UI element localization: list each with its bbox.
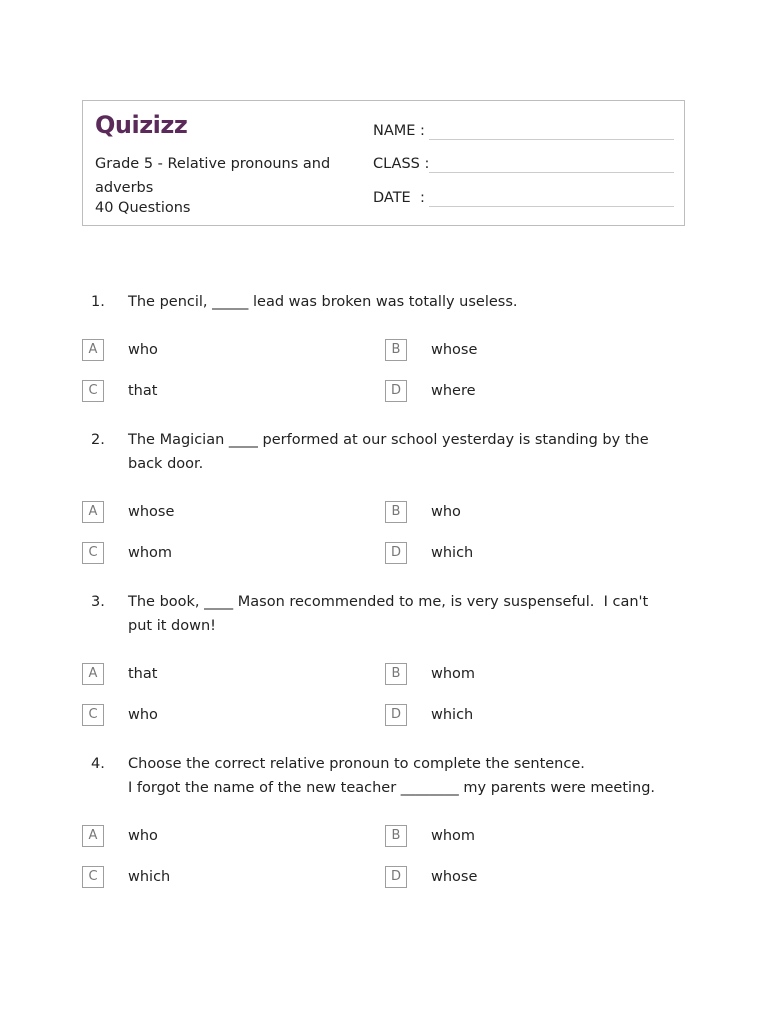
class-line[interactable] xyxy=(429,172,674,173)
option-text: whose xyxy=(431,342,478,358)
option-text: who xyxy=(128,707,158,723)
question-count: 40 Questions xyxy=(95,200,191,216)
option-letter: D xyxy=(385,542,407,564)
question-number: 1. xyxy=(91,294,105,310)
name-line[interactable] xyxy=(429,139,674,140)
option-letter: A xyxy=(82,663,104,685)
option-letter: C xyxy=(82,380,104,402)
option-text: who xyxy=(128,828,158,844)
date-line[interactable] xyxy=(429,206,674,207)
option-letter: B xyxy=(385,663,407,685)
question-text xyxy=(128,590,673,638)
option-text: where xyxy=(431,383,476,399)
option-letter: B xyxy=(385,501,407,523)
question-line: I forgot the name of the new teacher ________ my parents were meeting. xyxy=(128,780,656,796)
class-label: CLASS : xyxy=(373,156,430,172)
option-text: whom xyxy=(431,828,476,844)
option-text: that xyxy=(128,666,158,682)
option-text: which xyxy=(431,707,474,723)
date-label: DATE : xyxy=(373,190,425,206)
option-letter: C xyxy=(82,704,104,726)
option-text: which xyxy=(431,545,474,561)
question-number: 2. xyxy=(91,432,105,448)
option-letter: C xyxy=(82,542,104,564)
worksheet-title: Grade 5 - Relative pronouns and adverbs xyxy=(95,156,331,196)
option-letter: A xyxy=(82,501,104,523)
option-text: whose xyxy=(128,504,175,520)
option-letter: A xyxy=(82,825,104,847)
option-letter: A xyxy=(82,339,104,361)
option-text: whom xyxy=(128,545,173,561)
quizizz-logo: Quizizz xyxy=(95,111,188,139)
name-label: NAME : xyxy=(373,123,425,139)
option-text: who xyxy=(431,504,461,520)
worksheet-header xyxy=(82,100,685,226)
question-number: 3. xyxy=(91,594,105,610)
question-line: The Magician ____ performed at our school yesterday is standing by the back door. xyxy=(128,432,654,472)
option-text: whom xyxy=(431,666,476,682)
question-line: Choose the correct relative pronoun to complete the sentence. xyxy=(128,756,585,772)
option-text: who xyxy=(128,342,158,358)
option-letter: D xyxy=(385,704,407,726)
question-text xyxy=(128,290,673,314)
option-letter: B xyxy=(385,339,407,361)
option-letter: D xyxy=(385,866,407,888)
question-number: 4. xyxy=(91,756,105,772)
question-line: The pencil, _____ lead was broken was totally useless. xyxy=(128,294,518,310)
option-text: that xyxy=(128,383,158,399)
question-line: The book, ____ Mason recommended to me, is very suspenseful. I can't put it down! xyxy=(128,594,653,634)
option-letter: C xyxy=(82,866,104,888)
option-letter: B xyxy=(385,825,407,847)
option-text: whose xyxy=(431,869,478,885)
question-text xyxy=(128,752,673,800)
option-letter: D xyxy=(385,380,407,402)
option-text: which xyxy=(128,869,171,885)
question-text xyxy=(128,428,673,476)
